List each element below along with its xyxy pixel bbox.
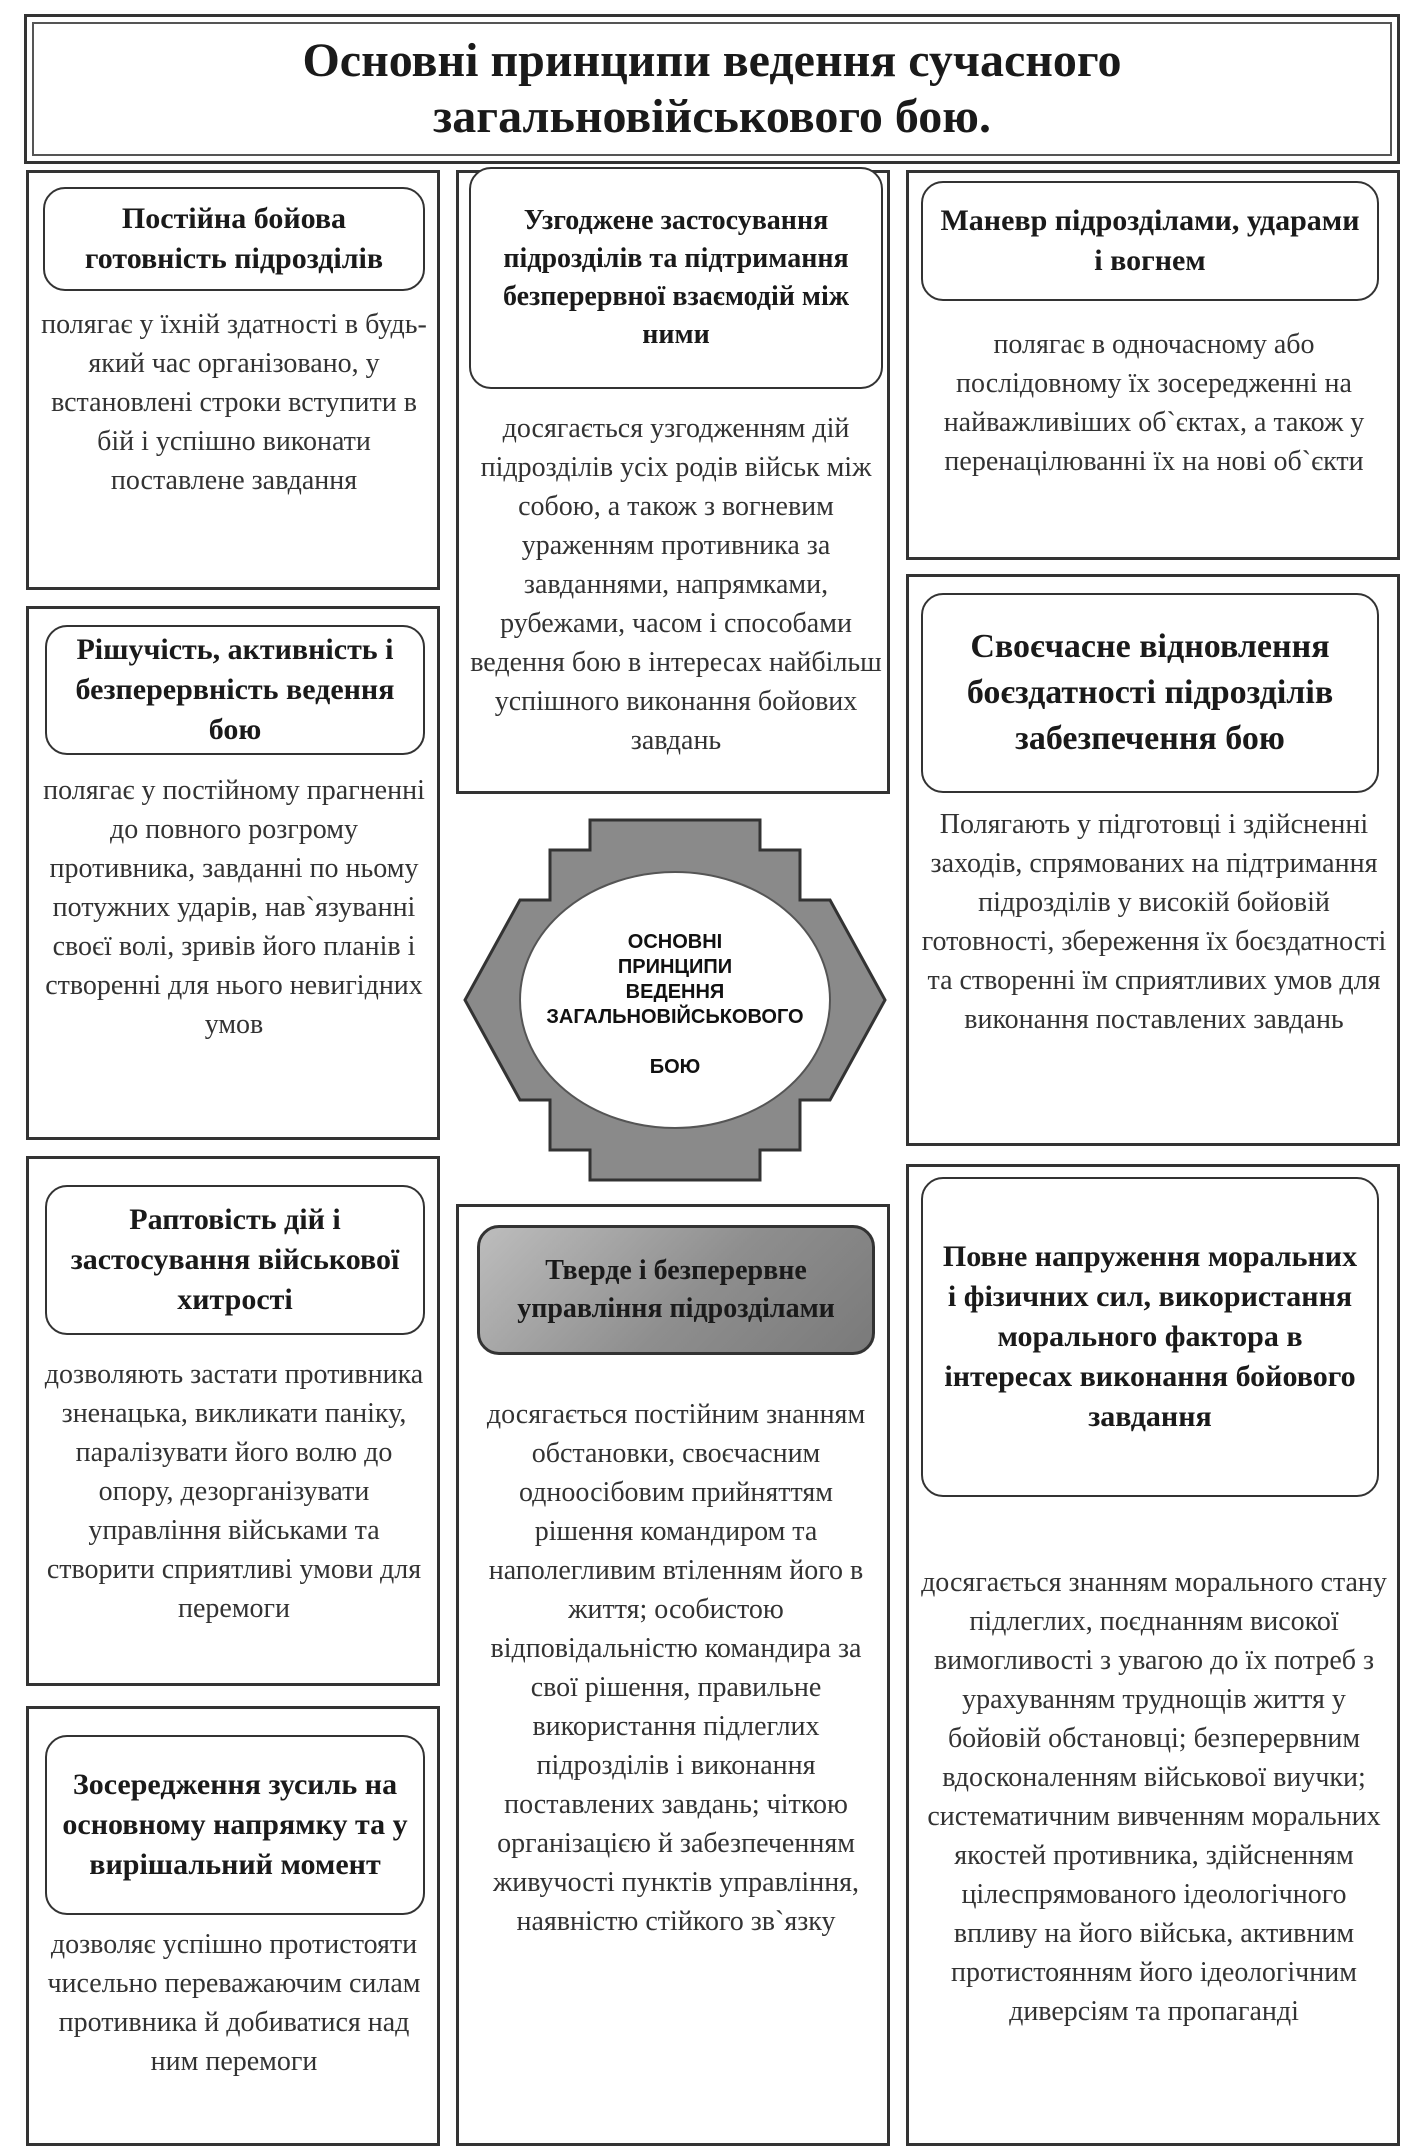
principle-text: полягає у постійному прагненні до повного розгрому противника, завданні по ньому потужних ударів, нав`язуванні своєї волі, зривів його планів і створенні для нього невигідних умов xyxy=(43,775,425,1040)
principle-text: полягає у їхній здатності в будь-який час організовано, у встановлені строки вступити в бій і успішно виконати поставлене завдання xyxy=(41,309,427,496)
principle-text: дозволяє успішно протистояти чисельно переважаючим силам противника й добиватися над ним перемоги xyxy=(47,1929,421,2077)
center-label: ОСНОВНІ ПРИНЦИПИ ВЕДЕННЯ ЗАГАЛЬНОВІЙСЬКОВОГО БОЮ xyxy=(546,931,804,1078)
principle-heading: Маневр підрозділами, ударами і вогнем xyxy=(921,181,1379,301)
principle-text: досягається знанням морального стану підлеглих, поєднанням високої вимогливості з увагою до їх потреб з урахуванням труднощів життя у бойовій обстановці; безперервним вдосконаленням військової виучки; систематичним вивченням моральних якостей противника, здійсненням цілеспрямованого ідеологічного впливу на його війська, активним протистоянням його ідеологічним диверсіям та пропаганді xyxy=(921,1567,1387,2027)
principle-card-8 xyxy=(906,1164,1400,2146)
page-title: Основні принципи ведення сучасного загальновійськового бою. xyxy=(302,34,1122,143)
principle-text: досягається узгодженням дій підрозділів усіх родів військ між собою, а також з вогневим ураженням противника за завданнями, напрямками, рубежами, часом і способами ведення бою в інтересах найбільш успішного виконання бойових завдань xyxy=(470,413,882,756)
principle-text: дозволяють застати противника зненацька, викликати паніку, паралізувати його волю до опору, дезорганізувати управління військами та створити сприятливі умови для перемоги xyxy=(44,1359,424,1624)
principle-heading: Зосередження зусиль на основному напрямку та у вирішальний момент xyxy=(45,1735,425,1915)
principle-heading: Повне напруження моральних і фізичних сил, використання морального фактора в інтересах виконання бойового завдання xyxy=(921,1177,1379,1497)
principle-text: полягає в одночасному або послідовному їх зосередженні на найважливіших об`єктах, а також у перенацілюванні їх на нові об`єкти xyxy=(943,329,1365,477)
principle-text: Полягають у підготовці і здійсненні заходів, спрямованих на підтримання підрозділів у високій бойовій готовності, збереження їх боєздатності та створенні їм сприятливих умов для виконання поставлених завдань xyxy=(921,809,1387,1035)
principle-heading: Постійна бойова готовність підрозділів xyxy=(43,187,425,291)
title-box xyxy=(24,14,1400,164)
principle-text: досягається постійним знанням обстановки, своєчасним одноосібовим прийняттям рішення командиром та наполегливим втіленням його в життя; особистою відповідальністю командира за свої рішення, правильне використання підлеглих підрозділів і виконання поставлених завдань; чіткою організацією й забезпеченням живучості пунктів управління, наявністю стійкого зв`язку xyxy=(486,1399,866,1937)
principle-card-1 xyxy=(26,170,440,590)
principle-card-4 xyxy=(26,606,440,1140)
principle-card-5 xyxy=(906,574,1400,1146)
principle-heading: Тверде і безперервне управління підрозділами xyxy=(477,1225,875,1355)
principle-card-6 xyxy=(26,1156,440,1686)
principle-card-7 xyxy=(456,1204,890,2146)
principle-card-3 xyxy=(906,170,1400,560)
principle-heading: Узгоджене застосування підрозділів та підтримання безперервної взаємодій між ними xyxy=(469,167,883,389)
principle-card-2 xyxy=(456,170,890,794)
principle-heading: Раптовість дій і застосування військової хитрості xyxy=(45,1185,425,1335)
principle-heading: Рішучість, активність і безперервність ведення бою xyxy=(45,625,425,755)
principle-heading: Своєчасне відновлення боєздатності підрозділів забезпечення бою xyxy=(921,593,1379,793)
principle-card-9 xyxy=(26,1706,440,2146)
